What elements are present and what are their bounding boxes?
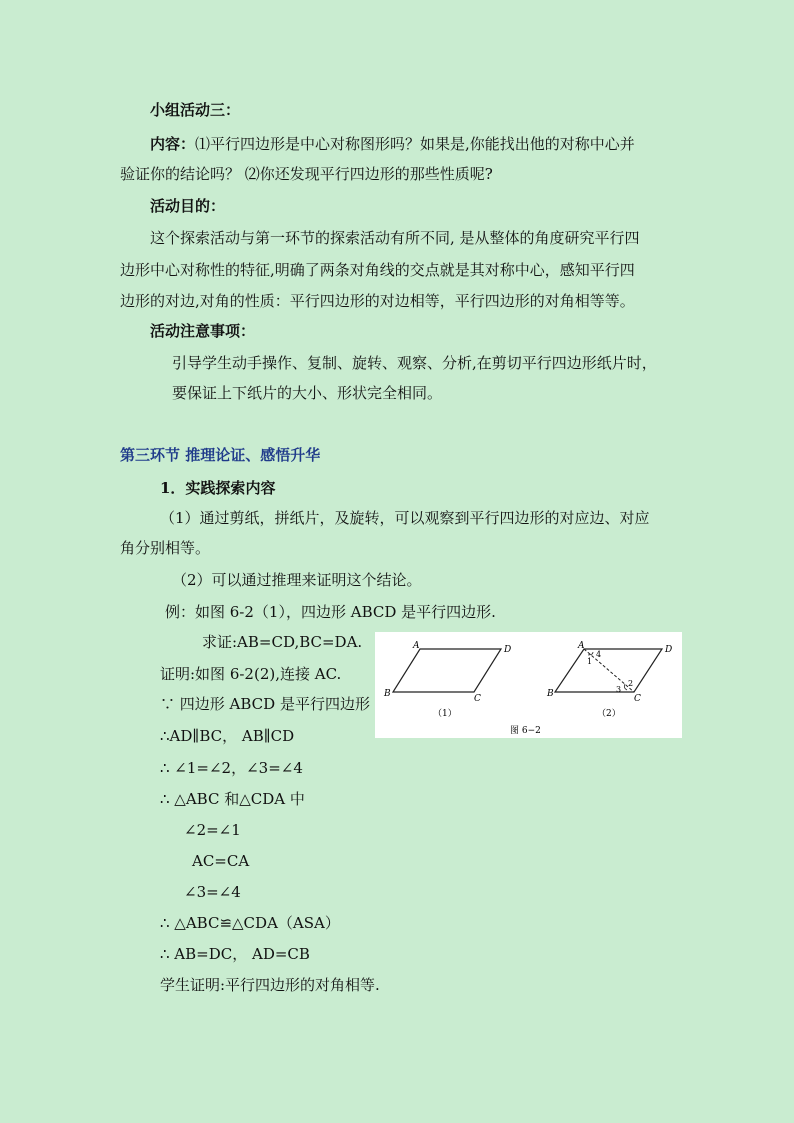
proof-line: ∴ AB=DC， AD=CB: [160, 945, 310, 963]
label-c-2: C: [634, 694, 641, 704]
label-b-2: B: [547, 689, 554, 699]
subcaption-2: （2）: [597, 709, 621, 719]
example-statement: 例：如图 6-2（1），四边形 ABCD 是平行四边形.: [165, 603, 496, 621]
notes-line-1: 引导学生动手操作、复制、旋转、观察、分析,在剪切平行四边形纸片时，: [172, 354, 657, 372]
angle-arc-2: [624, 684, 627, 690]
angle-label-2: 2: [628, 679, 634, 688]
proof-line: ∴ △ABC≌△CDA（ASA）: [160, 914, 340, 932]
purpose-line-3: 边形的对边,对角的性质：平行四边形的对边相等，平行四边形的对角相等等。: [120, 292, 635, 310]
proof-line: ∵ 四边形 ABCD 是平行四边形: [160, 695, 370, 713]
label-d-1: D: [504, 645, 512, 655]
proof-line: 学生证明:平行四边形的对角相等.: [160, 976, 380, 994]
purpose-line-2: 边形中心对称性的特征,明确了两条对角线的交点就是其对称中心，感知平行四: [120, 261, 635, 279]
proof-line: ∠3=∠4: [184, 883, 241, 901]
content-line-2: 验证你的结论吗？ ⑵你还发现平行四边形的那些性质呢?: [120, 165, 493, 183]
proof-line: ∴ ∠1=∠2，∠3=∠4: [160, 759, 303, 777]
para1-line-1: （1）通过剪纸，拼纸片，及旋转，可以观察到平行四边形的对应边、对应: [160, 509, 650, 527]
figure-6-2: [375, 632, 682, 738]
content-line-1: [150, 134, 635, 154]
notes-heading: 活动注意事项：: [150, 322, 256, 340]
subcaption-1: （1）: [433, 709, 457, 719]
label-c-1: C: [474, 694, 481, 704]
figure-caption: 图 6−2: [510, 726, 541, 736]
content-label: 内容：: [150, 135, 196, 153]
parallelogram-1: [393, 649, 501, 692]
activity3-heading: 小组活动三：: [150, 101, 241, 119]
purpose-heading: 活动目的：: [150, 197, 226, 215]
item1-heading: 1．实践探索内容: [160, 479, 276, 497]
section3-title: 第三环节 推理论证、感悟升华: [120, 446, 321, 464]
label-a-1: A: [413, 641, 420, 651]
label-d-2: D: [665, 645, 673, 655]
purpose-line-1: 这个探索活动与第一环节的探索活动有所不同, 是从整体的角度研究平行四: [150, 229, 640, 247]
diagonal-ac: [584, 649, 634, 692]
angle-label-4: 4: [596, 650, 602, 659]
proof-line: AC=CA: [192, 852, 250, 870]
prove-statement: 求证:AB=CD,BC=DA.: [202, 633, 363, 651]
notes-line-2: 要保证上下纸片的大小、形状完全相同。: [172, 384, 443, 402]
label-a-2: A: [578, 641, 585, 651]
angle-label-3: 3: [616, 685, 622, 694]
proof-line: ∠2=∠1: [184, 821, 241, 839]
label-b-1: B: [384, 689, 391, 699]
proof-line: ∴ △ABC 和△CDA 中: [160, 790, 305, 808]
para1-line-2: 角分别相等。: [120, 539, 211, 557]
proof-line: ∴AD∥BC， AB∥CD: [160, 727, 295, 745]
content-text-1: ⑴平行四边形是中心对称图形吗？如果是,你能找出他的对称中心并: [195, 135, 635, 153]
proof-line: 证明:如图 6-2(2),连接 AC.: [160, 665, 342, 683]
angle-label-1: 1: [587, 657, 593, 666]
para2: （2）可以通过推理来证明这个结论。: [172, 571, 422, 589]
